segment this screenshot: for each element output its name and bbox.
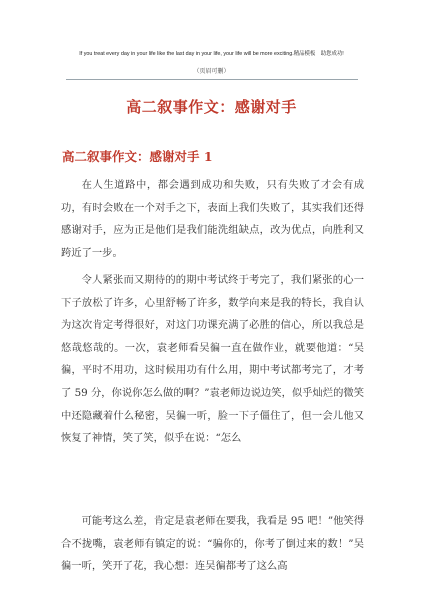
- paragraph-1: 在人生道路中，都会遇到成功和失败，只有失败了才会有成功，有时会败在一个对手之下，表面上我们失败了，其实我们还得感谢对手，应为正是他们是我们能洗组缺点，改为优点，向胜利又跨近了一步。: [61, 179, 364, 259]
- header-divider: [66, 79, 358, 80]
- document-title: 高二叙事作文：感谢对手: [126, 98, 297, 116]
- section-title: 高二叙事作文：感谢对手 1: [62, 149, 213, 164]
- page-header-text: If you treat every day in your life like the last day in your life, your life will be more exciting.精品模板 助您成功!: [79, 51, 344, 57]
- paragraph-3: 可能考这么差，肯定是袁老师在要我，我看是 95 吧！”他笑得合不拢嘴，袁老师有镇定的说：“骗你的，你考了倒过来的数！”吴徧一听，笑开了花，我心想：连吴徧都考了这么高: [61, 515, 364, 573]
- paragraph-2: 令人紧张而又期待的的期中考试终于考完了，我们紧张的心一下子放松了许多，心里舒畅了许多，数学向来是我的特长，我自认为这次肯定考得很好，对这门功课充满了必胜的信心，所以我总是悠哉悠哉的。一次，袁老师看吴徧一直在做作业，就要他道：“吴徧，平时不用功，这时候用功有什么用，期中考试都考完了，才考了 59 分，你说你怎么做的啊？”袁老师边说边笑，似乎灿烂的微笑中还隐藏着什么秘密，吴徧一听，脸一下子僵住了，但一会儿他又恢复了神情，笑了笑，似乎在说：“怎么: [61, 274, 364, 445]
- header-removable-note: （页眉可删）: [193, 68, 230, 75]
